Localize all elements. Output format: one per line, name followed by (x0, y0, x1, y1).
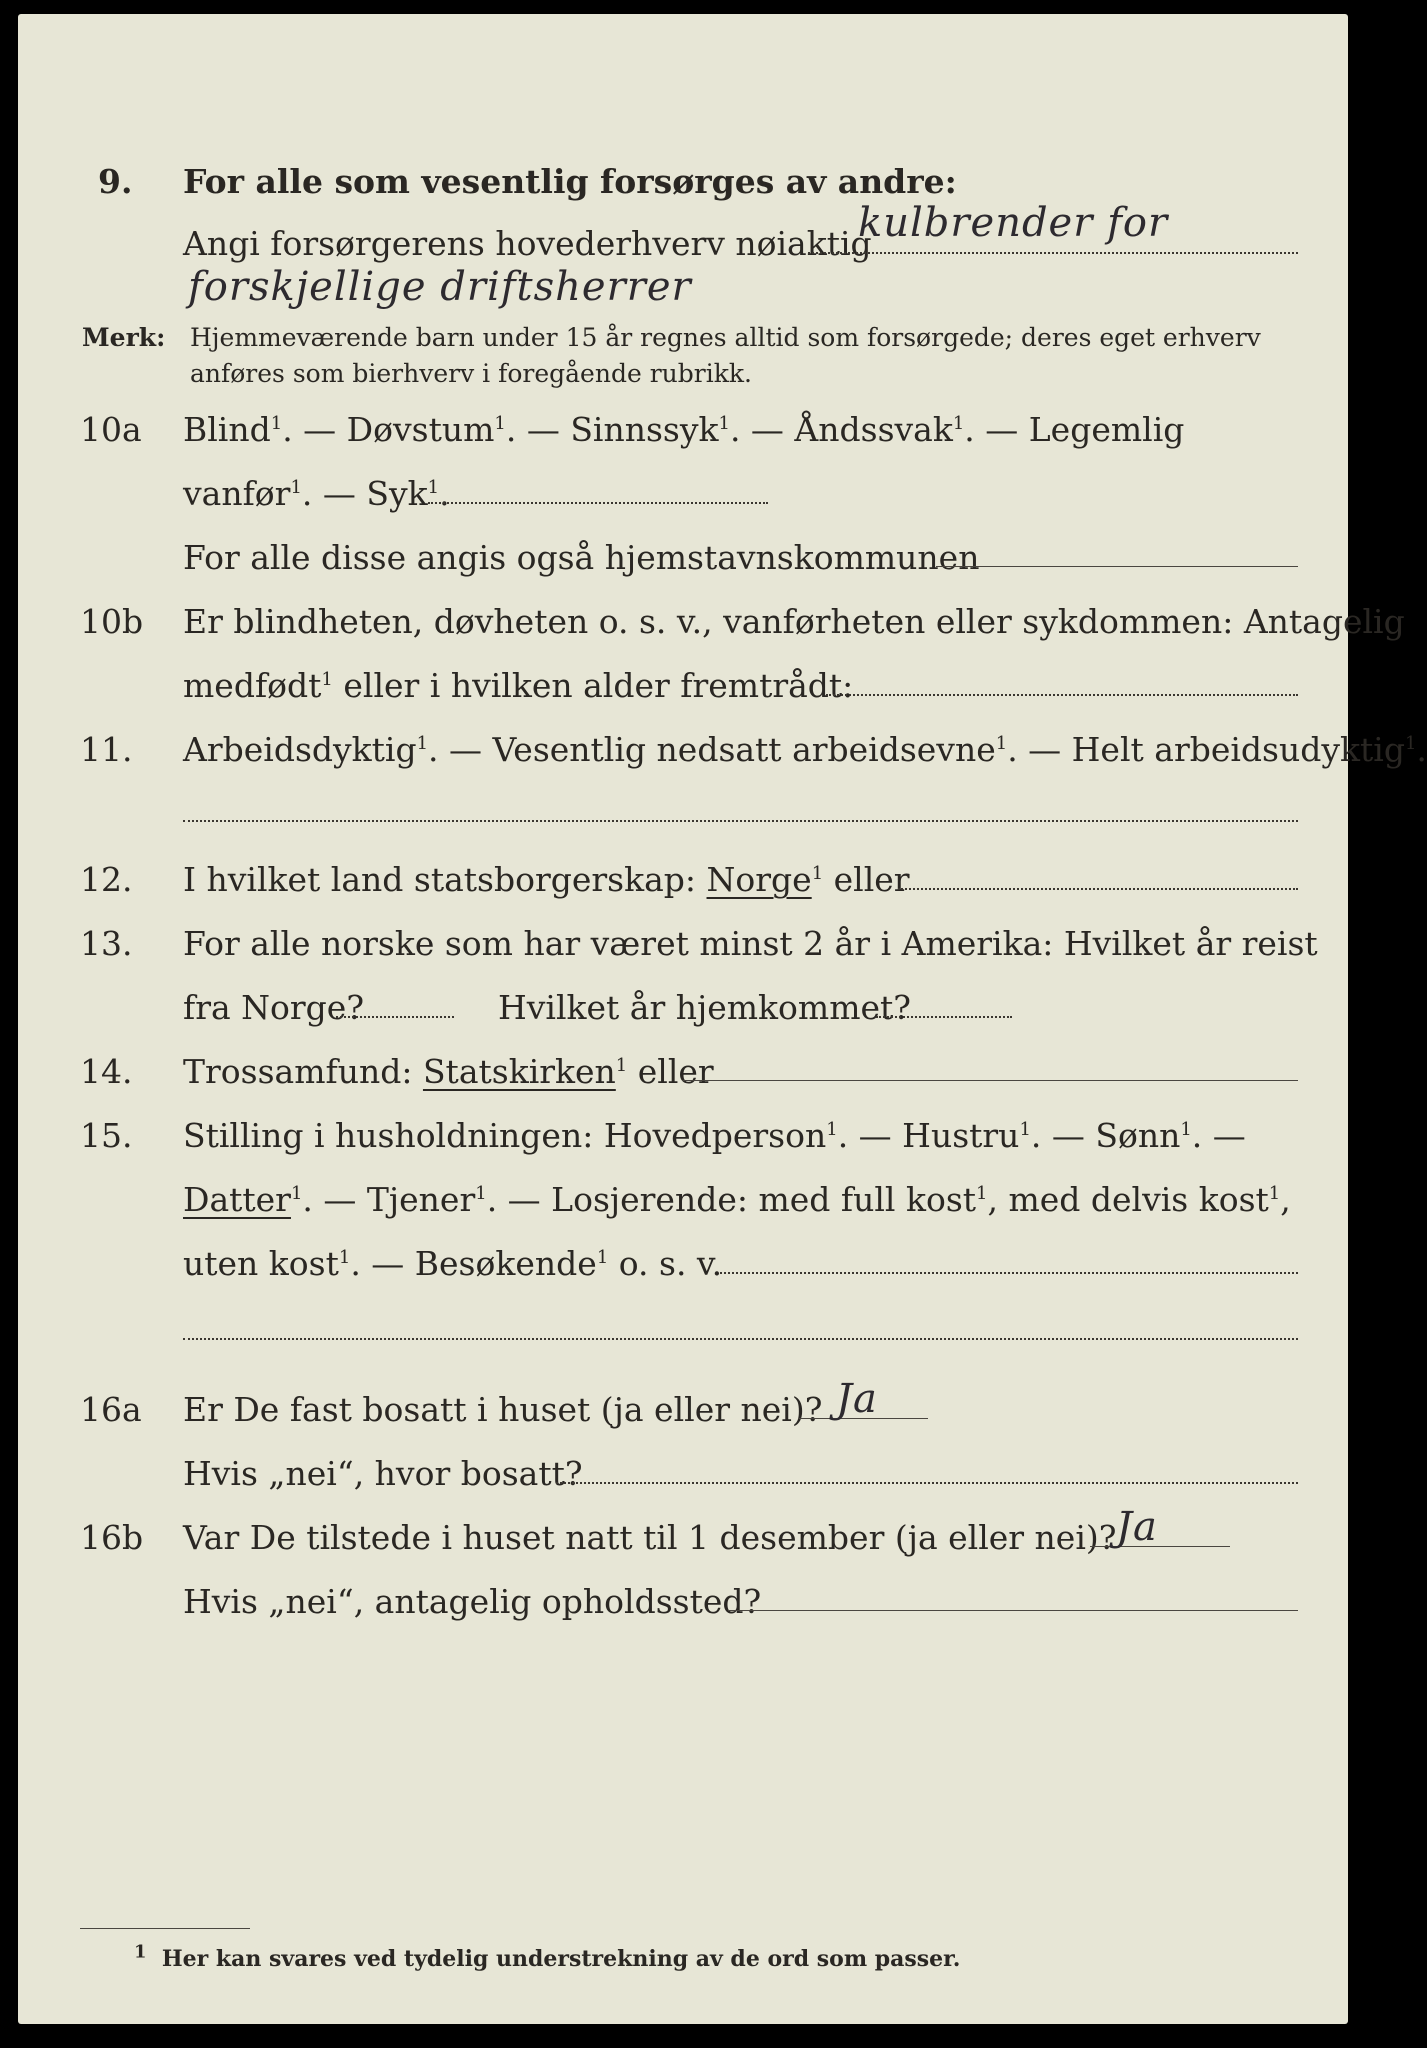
q16a-line-1: Er De fast bosatt i huset (ja eller nei)? (183, 1390, 823, 1429)
footnote-rule (80, 1928, 250, 1929)
q13-line-2a: fra Norge? (183, 988, 365, 1027)
q10b-line-2: medfødt$^1$ eller i hvilken alder fremtrådt: (183, 666, 854, 705)
q13-line-2b: Hvilket år hjemkommet? (498, 988, 911, 1027)
q9-prompt: Angi forsørgerens hovederhverv nøiaktig (183, 224, 872, 263)
q11-answer-line (183, 820, 1298, 822)
q12-number: 12. (80, 860, 133, 899)
q14-answer-line (682, 1080, 1298, 1081)
q16b-number: 16b (80, 1518, 144, 1557)
q9-handwritten-answer-2: forskjellige driftsherrer (188, 264, 692, 310)
q15-answer-line-1 (720, 1272, 1298, 1274)
q10a-line-2: vanfør$^1$. — Syk$^1$. (183, 474, 450, 513)
census-form-page (18, 14, 1427, 2024)
q16b-whereabouts-line (728, 1610, 1298, 1611)
q9-handwritten-answer-1: kulbrender for (858, 200, 1169, 246)
q9-answer-line-1 (808, 252, 1298, 254)
q15-underlined-datter: Datter (183, 1180, 291, 1219)
q16b-answer-line (1090, 1546, 1230, 1547)
q15-line-3: uten kost$^1$. — Besøkende$^1$ o. s. v. (183, 1244, 723, 1283)
q16a-handwritten-answer: Ja (836, 1376, 878, 1422)
q12-answer-line (898, 888, 1298, 890)
footnote-marker: 1 (134, 1941, 147, 1963)
q14-line: Trossamfund: Statskirken$^1$ eller (183, 1052, 714, 1091)
q10a-number: 10a (80, 410, 142, 449)
q15-line-1: Stilling i husholdningen: Hovedperson$^1$. — Hustru$^1$. — Sønn$^1$. — (183, 1116, 1246, 1155)
q10a-line-3: For alle disse angis også hjemstavnskommunen (183, 538, 980, 577)
q16a-line-2: Hvis „nei“, hvor bosatt? (183, 1454, 583, 1493)
q13-return-year-line (876, 1016, 1012, 1018)
q9-heading: For alle som vesentlig forsørges av andre: (183, 162, 957, 201)
q10b-answer-line (826, 694, 1298, 696)
q16a-residence-line (556, 1482, 1298, 1484)
q15-number: 15. (80, 1116, 133, 1155)
q16b-handwritten-answer: Ja (1116, 1504, 1158, 1550)
merk-line-2: anføres som bierhverv i foregående rubrikk. (190, 359, 752, 388)
q16b-line-2: Hvis „nei“, antagelig opholdssted? (183, 1582, 762, 1621)
q15-answer-line-2 (183, 1338, 1298, 1340)
q10b-number: 10b (80, 602, 144, 641)
q11-number: 11. (80, 730, 133, 769)
q13-emigration-year-line (336, 1016, 454, 1018)
footnote: $^1$ Her kan svares ved tydelig understrekning av de ord som passer. (134, 1941, 961, 1972)
q16b-line-1: Var De tilstede i huset natt til 1 desember (ja eller nei)? (183, 1518, 1117, 1557)
q14-number: 14. (80, 1052, 133, 1091)
q14-underlined-statskirken: Statskirken (422, 1052, 616, 1091)
q10a-home-municipality-line (936, 566, 1298, 567)
q16a-number: 16a (80, 1390, 142, 1429)
q12-line: I hvilket land statsborgerskap: Norge$^1$ eller (183, 860, 910, 899)
q10a-line-1: Blind$^1$. — Døvstum$^1$. — Sinnssyk$^1$. — Åndssvak$^1$. — Legemlig (183, 410, 1185, 449)
q15-line-2: Datter$^1$. — Tjener$^1$. — Losjerende: med full kost$^1$, med delvis kost$^1$, (183, 1180, 1291, 1219)
q13-number: 13. (80, 924, 133, 963)
q10b-line-1: Er blindheten, døvheten o. s. v., vanførheten eller sykdommen: Antagelig (183, 602, 1405, 641)
q11-line: Arbeidsdyktig$^1$. — Vesentlig nedsatt arbeidsevne$^1$. — Helt arbeidsudyktig$^1$. (183, 730, 1427, 769)
merk-label: Merk: (82, 323, 166, 352)
q9-number: 9. (98, 162, 133, 201)
q13-line-1: For alle norske som har været minst 2 år i Amerika: Hvilket år reist (183, 924, 1318, 963)
q10a-sick-answer-line (428, 502, 768, 504)
q12-underlined-norge: Norge (706, 860, 812, 899)
merk-line-1: Hjemmeværende barn under 15 år regnes alltid som forsørgede; deres eget erhverv (190, 323, 1261, 352)
